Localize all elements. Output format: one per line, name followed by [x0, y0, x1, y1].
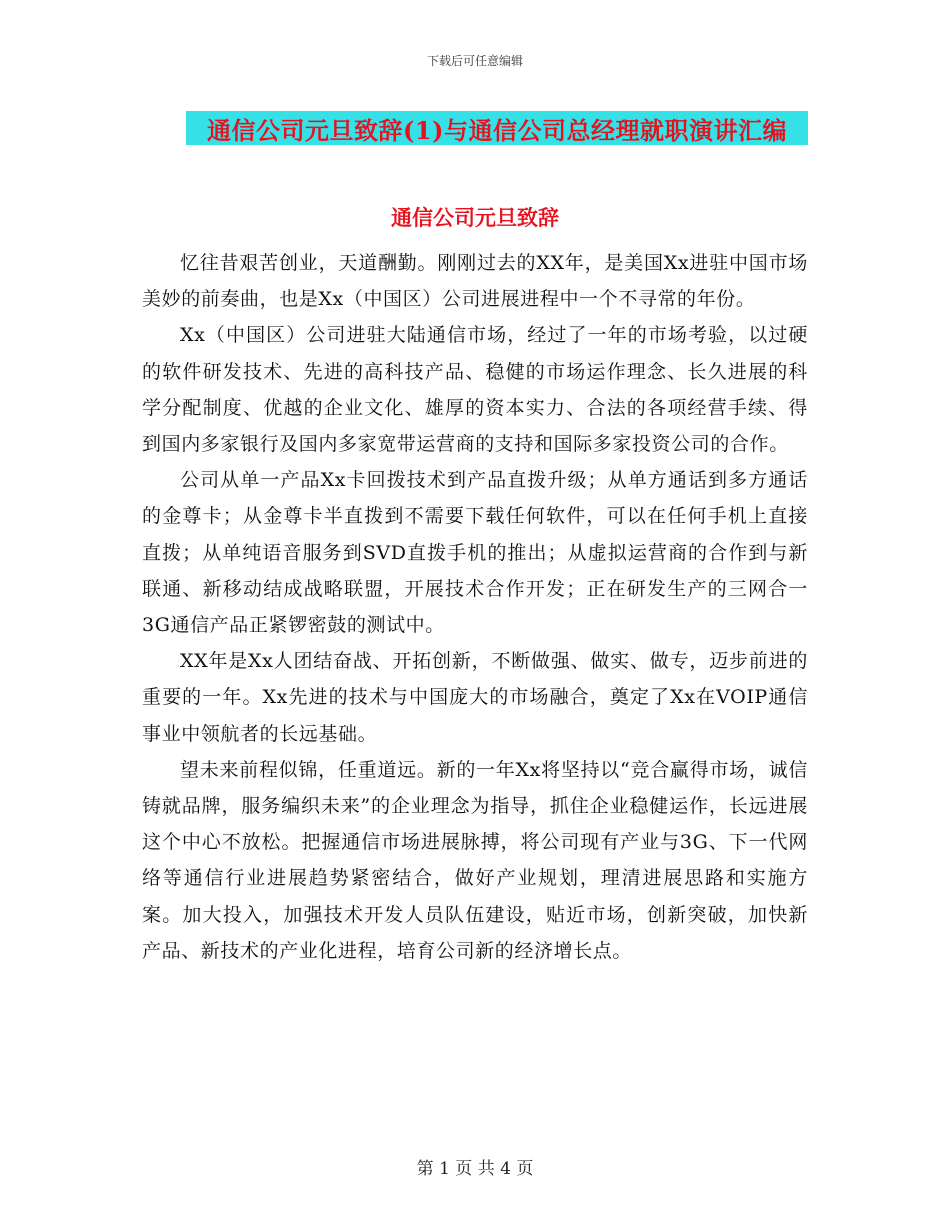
paragraph: 公司从单一产品Xx卡回拨技术到产品直拨升级；从单方通话到多方通话的金尊卡；从金尊卡半直拨到不需要下载任何软件，可以在任何手机上直接直拨；从单纯语音服务到SVD直拨手机的推出；从虚拟运营商的合作到与新联通、新移动结成战略联盟，开展技术合作开发；正在研发生产的三网合一3G通信产品正紧锣密鼓的测试中。	[142, 469, 808, 637]
paragraph: Xx（中国区）公司进驻大陆通信市场，经过了一年的市场考验，以过硬的软件研发技术、先进的高科技产品、稳健的市场运作理念、长久进展的科学分配制度、优越的企业文化、雄厚的资本实力、合法的各项经营手续、得到国内多家银行及国内多家宽带运营商的支持和国际多家投资公司的合作。	[142, 324, 808, 456]
paragraph: 忆往昔艰苦创业，天道酬勤。刚刚过去的XX年，是美国Xx进驻中国市场美妙的前奏曲，也是Xx（中国区）公司进展进程中一个不寻常的年份。	[142, 252, 808, 311]
paragraph: XX年是Xx人团结奋战、开拓创新，不断做强、做实、做专，迈步前进的重要的一年。Xx先进的技术与中国庞大的市场融合，奠定了Xx在VOIP通信事业中领航者的长远基础。	[142, 650, 808, 745]
page-header: 下载后可任意编辑	[426, 54, 523, 68]
section-title: 通信公司元旦致辞	[391, 205, 559, 230]
document-body	[142, 245, 808, 969]
document-title-highlight	[186, 111, 808, 145]
page-footer: 第 1 页 共 4 页	[416, 1159, 534, 1179]
document-title: 通信公司元旦致辞(1)与通信公司总经理就职演讲汇编	[207, 115, 787, 145]
paragraph: 望未来前程似锦，任重道远。新的一年Xx将坚持以“竞合赢得市场，诚信铸就品牌，服务编织未来”的企业理念为指导，抓住企业稳健运作，长远进展这个中心不放松。把握通信市场进展脉搏，将公司现有产业与3G、下一代网络等通信行业进展趋势紧密结合，做好产业规划，理清进展思路和实施方案。加大投入，加强技术开发人员队伍建设，贴近市场，创新突破，加快新产品、新技术的产业化进程，培育公司新的经济增长点。	[142, 758, 808, 962]
